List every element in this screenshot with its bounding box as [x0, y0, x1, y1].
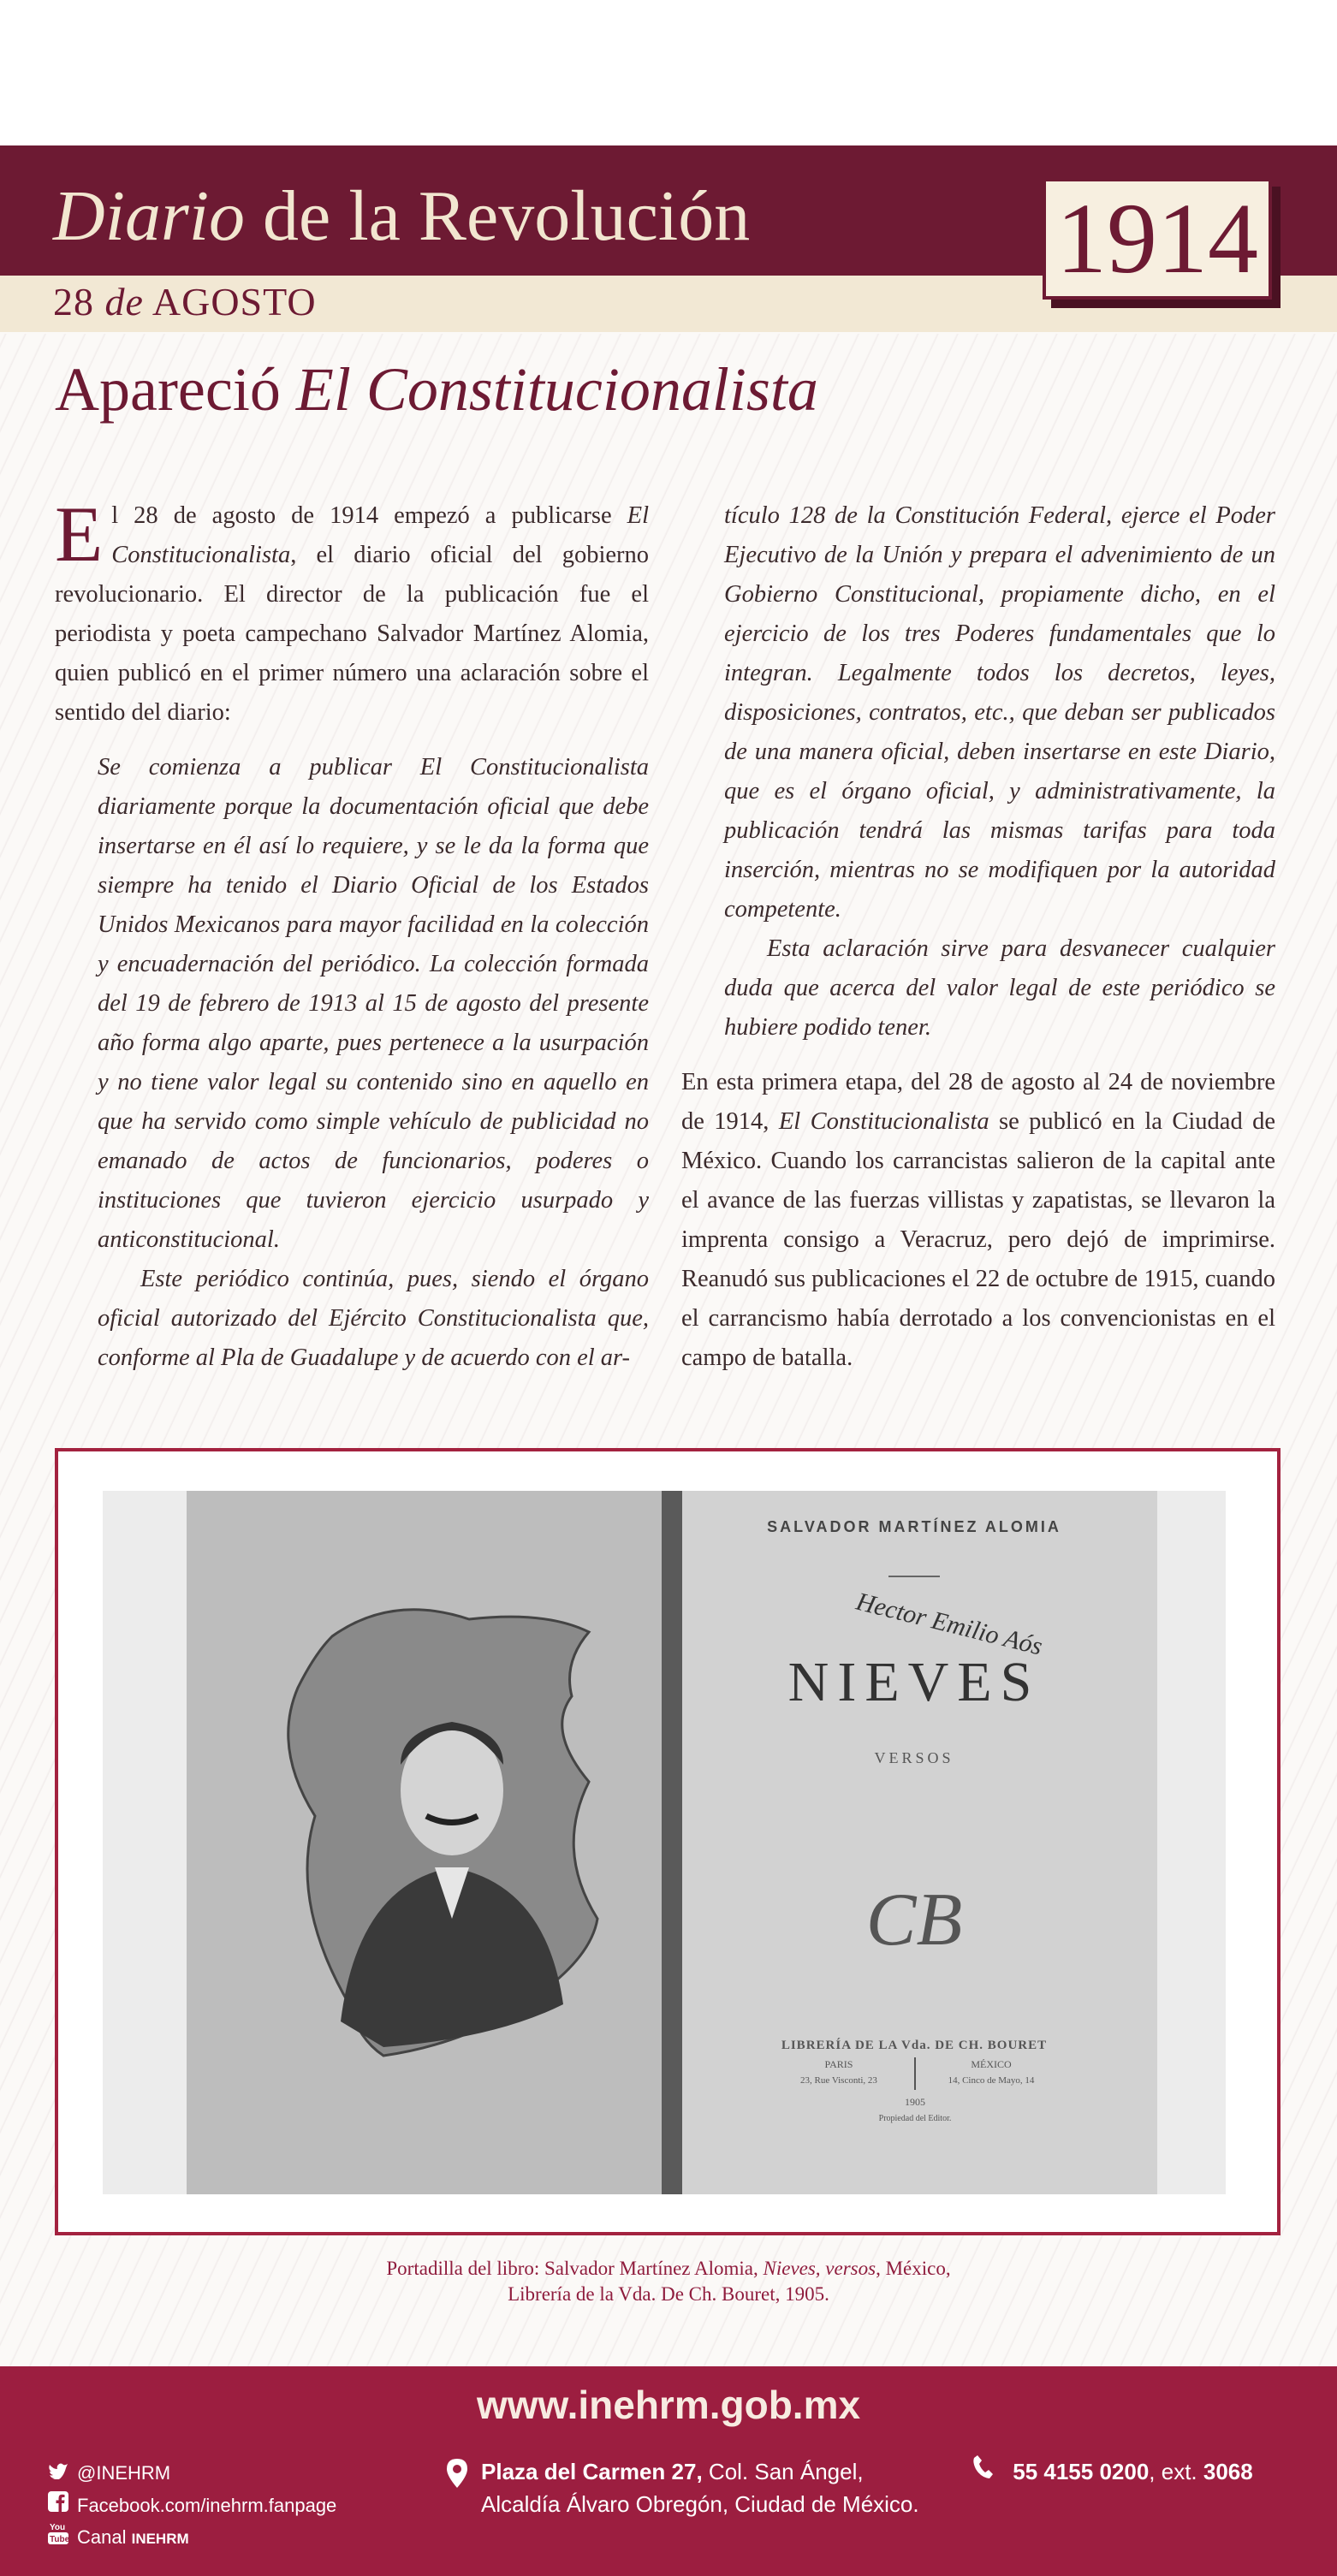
footer: [0, 2366, 1337, 2576]
text-run-italic: Nieves, versos: [763, 2258, 876, 2279]
youtube-channel: [77, 2521, 189, 2555]
facebook-url: Facebook.com/inehrm.fanpage: [77, 2495, 337, 2516]
twitter-link[interactable]: [48, 2457, 336, 2490]
location-pin-icon: [447, 2459, 467, 2496]
youtube-link[interactable]: [48, 2522, 336, 2555]
spacer: [55, 733, 649, 748]
book-author: SALVADOR MARTÍNEZ ALOMIA: [767, 1518, 1061, 1535]
caption-line-2: Librería de la Vda. De Ch. Bouret, 1905.: [508, 2283, 829, 2305]
logo-bar: [0, 0, 1337, 145]
publisher-monogram: CB: [865, 1879, 963, 1962]
youtube-icon: [48, 2521, 77, 2555]
website-link[interactable]: www.inehrm.gob.mx: [476, 2383, 861, 2427]
book-gutter: [662, 1491, 682, 2194]
article-column-left: [55, 490, 649, 1378]
text-run: Canal: [77, 2526, 132, 2548]
social-links: [48, 2457, 336, 2555]
address-line-1: [481, 2455, 919, 2488]
title-rest: de la Revolución: [245, 176, 751, 256]
closing-paragraph: [681, 1063, 1275, 1378]
book-subtitle: VERSOS: [874, 1749, 954, 1766]
photo-caption: [0, 2256, 1337, 2307]
quote-paragraph-1: Se comienza a publicar El Constitucionalista diariamente porque la documentación oficial que debe insertarse en él así lo requiere, y se le da la forma que siempre ha tenido el Diario Oficial de los Estados Unidos Mexicanos para mayor facilidad en la colección y encuadernación del periódico. La colección formada del 19 de febrero de 1913 al 15 de agosto del presente año forma algo aparte, pues pertenece a la usurpación y no tiene valor legal su contenido sino en aquello en que ha servido como simple vehículo de publicidad no emanado de actos de funcionarios, poderes o instituciones que tuvieron ejercicio usurpado y anticonstitucional.: [98, 754, 649, 1253]
twitter-icon: [48, 2457, 77, 2490]
address-line-2: Alcaldía Álvaro Obregón, Ciudad de México.: [481, 2491, 919, 2517]
book-title: NIEVES: [787, 1651, 1041, 1713]
publisher-name: LIBRERÍA DE LA Vda. DE CH. BOURET: [781, 2039, 1048, 2052]
text-run: INEHRM: [131, 2531, 189, 2547]
caption-line-1: [0, 2256, 1337, 2282]
facebook-link[interactable]: [48, 2490, 336, 2522]
svg-text:You: You: [50, 2523, 66, 2532]
date-month: AGOSTO: [152, 280, 317, 323]
article-title: [55, 354, 818, 425]
phone-ext: 3068: [1203, 2459, 1253, 2484]
twitter-handle: @INEHRM: [77, 2462, 171, 2484]
text-run: , México,: [876, 2258, 951, 2279]
title-italic-name: El Constitucionalista: [295, 355, 818, 424]
propiedad-text: Propiedad del Editor.: [878, 2114, 952, 2123]
svg-text:Tube: Tube: [50, 2535, 68, 2544]
publication-title: [53, 175, 750, 258]
address-rest: Col. San Ángel,: [702, 2459, 864, 2484]
date-day: 28: [53, 280, 94, 323]
publisher-city-left: PARIS: [824, 2058, 853, 2070]
text-run: Portadilla del libro: Salvador Martínez Alomia,: [386, 2258, 764, 2279]
publisher-city-right: MÉXICO: [971, 2058, 1012, 2070]
article-column-right: [681, 496, 1275, 1378]
drop-cap: E: [55, 490, 104, 578]
address: [447, 2455, 919, 2520]
publisher-address-left: 23, Rue Visconti, 23: [800, 2075, 877, 2086]
text-run: l 28 de agosto de 1914 empezó a publicarse: [111, 502, 627, 529]
phone-icon: [972, 2455, 1007, 2488]
publication-year: 1905: [905, 2096, 925, 2108]
text-run-italic: El Constitucionalista: [111, 502, 649, 568]
title-italic: Diario: [53, 176, 246, 256]
text-run: , el diario oficial del gobierno revolucionario. El director de la publicación fue el periodista y poeta campechano Salvador Martínez Alomia, quien publicó en el primer número una aclaración sobre el sentido del diario:: [55, 542, 649, 726]
phone-number[interactable]: [972, 2455, 1253, 2488]
date-label: [53, 279, 317, 324]
text-run: se publicó en la Ciudad de México. Cuando los carrancistas salieron de la capital ante el avance de las fuerzas villistas y zapatistas, se llevaron la imprenta consigo a Veracruz, pero dejó de imprimirse. Reanudó sus publicaciones el 22 de octubre de 1915, cuando el carrancismo había derrotado a los convencionistas en el campo de batalla.: [681, 1108, 1276, 1371]
phone-main: 55 4155 0200: [1013, 2459, 1150, 2484]
year-badge: 1914: [1043, 178, 1272, 300]
intro-paragraph: [55, 490, 649, 733]
phone-ext-label: , ext.: [1149, 2459, 1203, 2484]
book-title-page-photo: [187, 1491, 1157, 2194]
text-run: En esta primera etapa, del 28 de agosto al 24 de noviembre de 1914,: [681, 1069, 1275, 1135]
facebook-icon: [48, 2490, 77, 2522]
quote-paragraph-3: Esta aclaración sirve para desvanecer cualquier duda que acerca del valor legal de este periódico se hubiere podido tener.: [724, 935, 1275, 1041]
text-run-italic: El Constitucionalista: [778, 1108, 989, 1135]
spacer: [681, 1048, 1275, 1063]
address-bold: Plaza del Carmen 27,: [481, 2459, 703, 2484]
publisher-address-right: 14, Cinco de Mayo, 14: [948, 2075, 1035, 2086]
title-plain: Apareció: [55, 355, 296, 424]
handwritten-signature: Hector Emilio Aós: [853, 1587, 1046, 1661]
quote-paragraph-2-continued: tículo 128 de la Constitución Federal, ejerce el Poder Ejecutivo de la Unión y prepara el advenimiento de un Gobierno Constitucional, propiamente dicho, en el ejercicio de los tres Poderes fundamentales que lo integran. Legalmente todos los decretos, leyes, disposiciones, contratos, etc., que deban ser publicados de una manera oficial, deben insertarse en este Diario, que es el órgano oficial, y administrativamente, la publicación tendrá las mismas tarifas para toda inserción, mientras no se modifiquen por la autoridad competente.: [724, 502, 1275, 923]
date-de: de: [104, 280, 144, 323]
quote-paragraph-2: Este periódico continúa, pues, siendo el órgano oficial autorizado del Ejército Constitucionalista que, conforme al Pla de Guadalupe y de acuerdo con el ar-: [98, 1266, 649, 1371]
